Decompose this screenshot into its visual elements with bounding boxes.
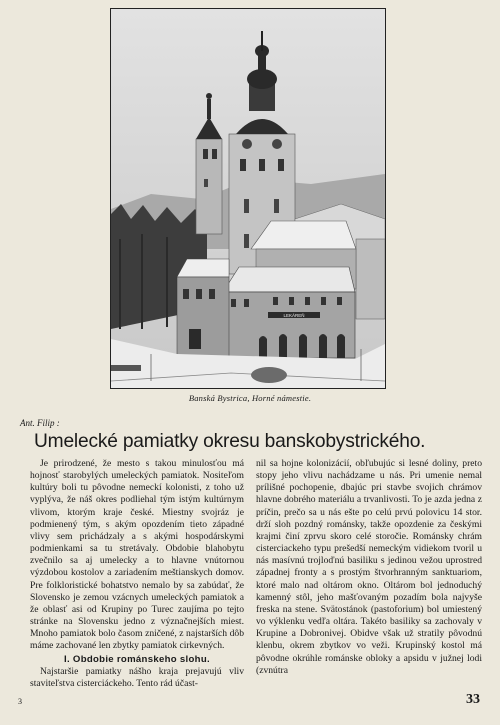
photo-banska-bystrica-square	[110, 8, 386, 389]
right-column	[256, 458, 482, 677]
left-column	[30, 458, 244, 690]
section-heading: I. Obdobie románskeho slohu.	[64, 653, 210, 665]
page-number: 33	[466, 692, 480, 707]
article-title: Umelecké pamiatky okresu banskobystrického.	[34, 431, 426, 452]
paragraph-romanesque: Najstaršie pamiatky nášho kraja prejavujú vliv staviteľstva cisterciáckeho. Tento rád účast-	[30, 665, 244, 689]
figure-caption: Banská Bystrica, Horné námestie.	[188, 393, 312, 403]
author-name: Ant. Filip :	[20, 418, 60, 428]
paragraph-continuation: nil sa hojne kolonizácií, obľubujúc si lesné doliny, preto stopy jeho vlivu nachádzame u nás. Pri umenie nemal prílišné pochopenie, dbajúc pri stavbe svojich chrámov hlavne dobrého materiálu a trvanlivosti. To je azda jedna z príčin, prečo sa u nás ešte po celú prvú polovicu 14 stor. drží sloh pozdný románsky, takže opozdenie za českými krajmi činí zprvu skoro celé storočie. Románsky chrám cisterciackeho typu prešedší nemeckým vidiekom tvoril u nás masívnú trojloďnú basiliku s jedinou vežou uprostred západnej fronty a s prostým štvorhranným sanktuariom, ktoré malo nad oltárom okno. Oltárom bol jednoduchý kamenný stôl, jeho mašťovaným pozadím bola najvyše freska na stene. Svätostánok (pastoforium) bol umiestený vo výklenku vedľa oltára. Takéto basiliky sa zachovaly v Krupine a Dobronivej. Obidve však už stratily pôvodnú klenbu, okrem zbytkov vo veži. Krupinský kostol má pôvodne okrúhle románske obloky a apsidu v južnej lodi (zvnútra	[256, 458, 482, 676]
footnote-mark: 3	[18, 697, 22, 706]
pharmacy-sign: LEKÁREŇ	[283, 313, 305, 318]
paragraph-intro: Je prirodzené, že mesto s takou minulosťou má hojnosť starobylých umeleckých pamiatok. Nositeľom kultúry boli tu pôvodne nemeckí kolonisti, z toho už vyplýva, že náš okres podliehal tým istým kultúrnym vlivom, ktorým kraje české. Miestny svojráz je podmienený tým, s akým opozdením tieto západné vlivy sem prichádzaly a s akými hospodárskymi podmienkami sa tu stretávaly. Obdobie blahobytu zvečnilo sa aj umelecky a to hlavne vnútornou výzdobou kostolov a zariadením meštianskych domov. Pre folkloristické bohatstvo nemalo by sa zabúdať, že Slovensko je zemou vzácnych umeleckých pamiatok a že oblasť asi od Krupiny po Turec zaujíma po tejto stránke na Slovensku jedno z význačnejších miest. Mnoho pamiatok bolo časom zničené, z najstarších dôb máme zachované len zbytky pamiatok cirkevných.	[30, 458, 244, 652]
